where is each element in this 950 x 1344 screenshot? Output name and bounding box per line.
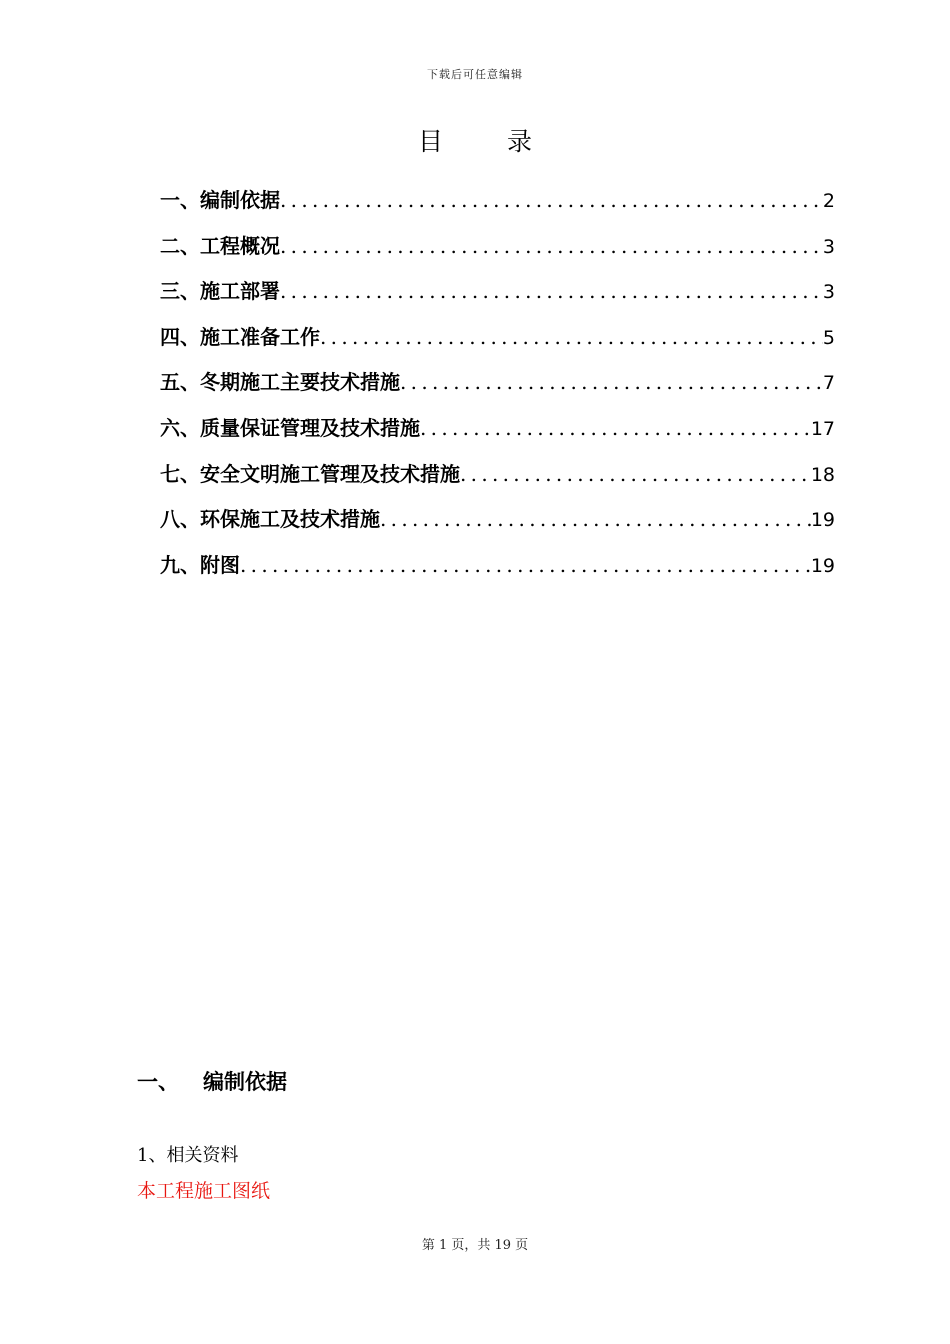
toc-dot-leader <box>280 228 823 264</box>
toc-dot-leader <box>400 364 823 400</box>
toc-entry-page: 2 <box>822 190 835 212</box>
toc-entry-page: 5 <box>822 326 835 349</box>
toc-entry[interactable] <box>160 456 835 502</box>
page-footer: 第 1 页，共 19 页 <box>421 1238 529 1253</box>
toc-entry[interactable] <box>160 501 835 547</box>
toc-entry-label: 七、安全文明施工管理及技术措施 <box>160 461 460 486</box>
toc-title: 目 录 <box>418 127 560 156</box>
toc-entry-page: 19 <box>810 554 835 577</box>
toc-entry-page: 19 <box>810 509 835 532</box>
toc-entry-label: 六、质量保证管理及技术措施 <box>160 415 420 440</box>
toc-entry[interactable] <box>160 228 835 274</box>
section-number: 一、 <box>137 1069 179 1094</box>
toc-entry-page: 18 <box>810 463 835 486</box>
toc-entry-page: 7 <box>822 372 835 395</box>
toc-entry[interactable] <box>160 547 835 593</box>
toc-entry-page: 3 <box>822 235 835 258</box>
toc-entry-page: 17 <box>810 417 835 440</box>
toc-dot-leader <box>320 319 823 355</box>
toc-entry-label: 八、环保施工及技术措施 <box>160 507 380 532</box>
toc-entry[interactable] <box>160 182 835 228</box>
toc-dot-leader <box>280 273 823 309</box>
toc-entry-label: 四、施工准备工作 <box>160 324 320 349</box>
toc-entry-label: 三、施工部署 <box>160 279 280 304</box>
table-of-contents <box>160 182 835 592</box>
toc-dot-leader <box>240 547 811 583</box>
toc-entry-label: 一、编制依据 <box>160 188 280 212</box>
section-title: 编制依据 <box>203 1069 287 1094</box>
toc-dot-leader <box>420 410 811 446</box>
sub-heading: 1、相关资料 <box>137 1145 239 1166</box>
highlighted-text: 本工程施工图纸 <box>137 1180 271 1202</box>
toc-entry[interactable] <box>160 364 835 410</box>
toc-entry-page: 3 <box>822 281 835 304</box>
section-heading <box>137 1066 287 1096</box>
toc-entry[interactable] <box>160 319 835 365</box>
toc-dot-leader <box>380 501 811 537</box>
toc-entry[interactable] <box>160 273 835 319</box>
toc-dot-leader <box>460 456 811 492</box>
toc-entry-label: 五、冬期施工主要技术措施 <box>160 370 400 395</box>
toc-entry-label: 九、附图 <box>160 552 240 577</box>
toc-entry[interactable] <box>160 410 835 456</box>
toc-entry-label: 二、工程概况 <box>160 233 280 258</box>
header-note: 下载后可任意编辑 <box>427 68 523 81</box>
toc-dot-leader <box>280 182 823 218</box>
